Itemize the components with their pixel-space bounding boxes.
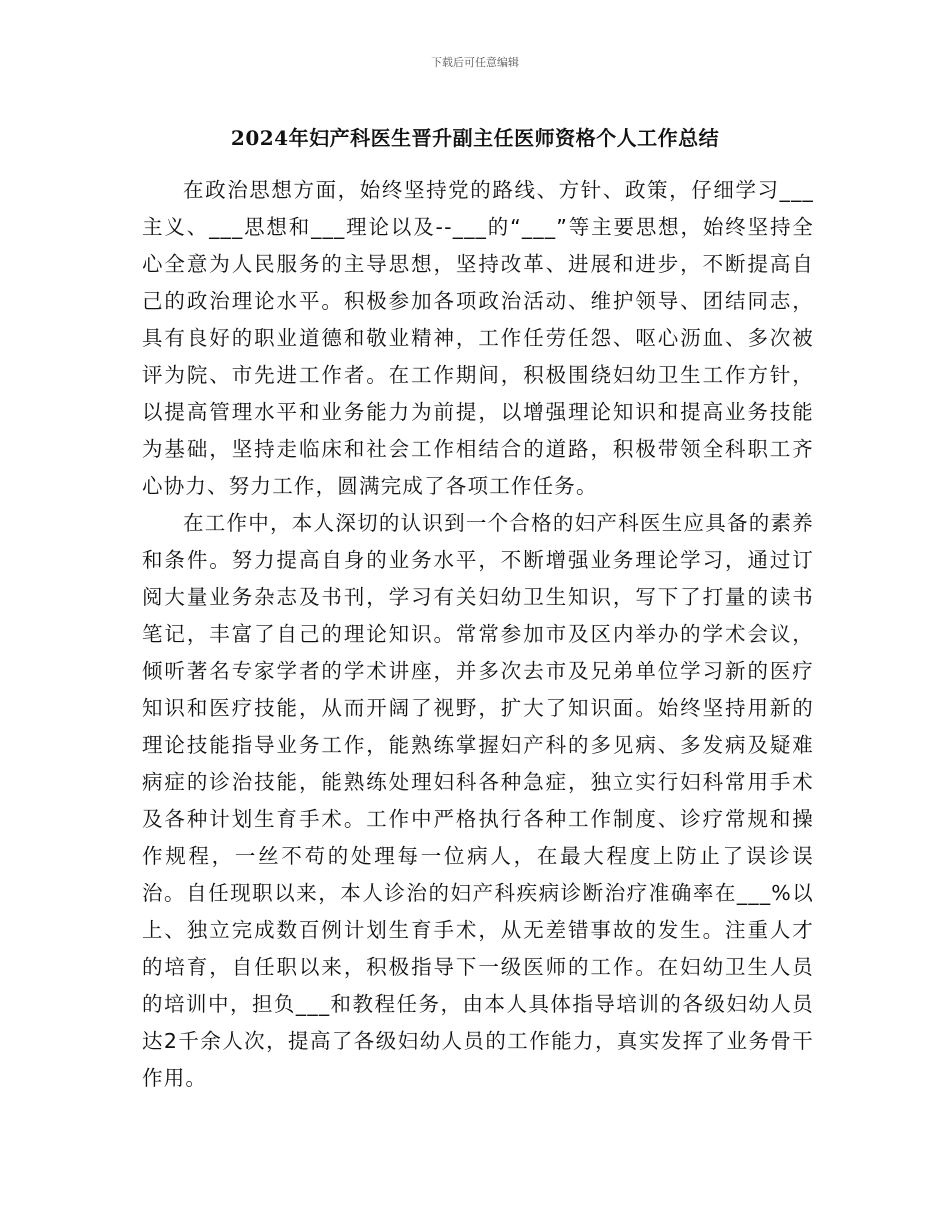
document-body [142,172,814,1097]
header-note: 下载后可任意编辑 [431,56,519,69]
paragraph-political-thought: 在政治思想方面，始终坚持党的路线、方针、政策，仔细学习___主义、___思想和___理论以及--___的“___”等主要思想，始终坚持全心全意为人民服务的主导思想，坚持改革、进展和进步，不断提高自己的政治理论水平。积极参加各项政治活动、维护领导、团结同志，具有良好的职业道德和敬业精神，工作任劳任怨、呕心沥血、多次被评为院、市先进工作者。在工作期间，积极围绕妇幼卫生工作方针，以提高管理水平和业务能力为前提，以增强理论知识和提高业务技能为基础，坚持走临床和社会工作相结合的道路，积极带领全科职工齐心协力、努力工作，圆满完成了各项工作任务。 [142,178,814,498]
document-title: 2024年妇产科医生晋升副主任医师资格个人工作总结 [230,126,720,150]
paragraph-work-performance: 在工作中，本人深切的认识到一个合格的妇产科医生应具备的素养和条件。努力提高自身的业务水平，不断增强业务理论学习，通过订阅大量业务杂志及书刊，学习有关妇幼卫生知识，写下了打量的读书笔记，丰富了自己的理论知识。常常参加市及区内举办的学术会议，倾听著名专家学者的学术讲座，并多次去市及兄弟单位学习新的医疗知识和医疗技能，从而开阔了视野，扩大了知识面。始终坚持用新的理论技能指导业务工作，能熟练掌握妇产科的多见病、多发病及疑难病症的诊治技能，能熟练处理妇科各种急症，独立实行妇科常用手术及各种计划生育手术。工作中严格执行各种工作制度、诊疗常规和操作规程，一丝不苟的处理每一位病人，在最大程度上防止了误诊误治。自任现职以来，本人诊治的妇产科疾病诊断治疗准确率在___%以上、独立完成数百例计划生育手术，从无差错事故的发生。注重人才的培育，自任职以来，积极指导下一级医师的工作。在妇幼卫生人员的培训中，担负___和教程任务，由本人具体指导培训的各级妇幼人员达2千余人次，提高了各级妇幼人员的工作能力，真实发挥了业务骨干作用。 [142,511,814,1090]
